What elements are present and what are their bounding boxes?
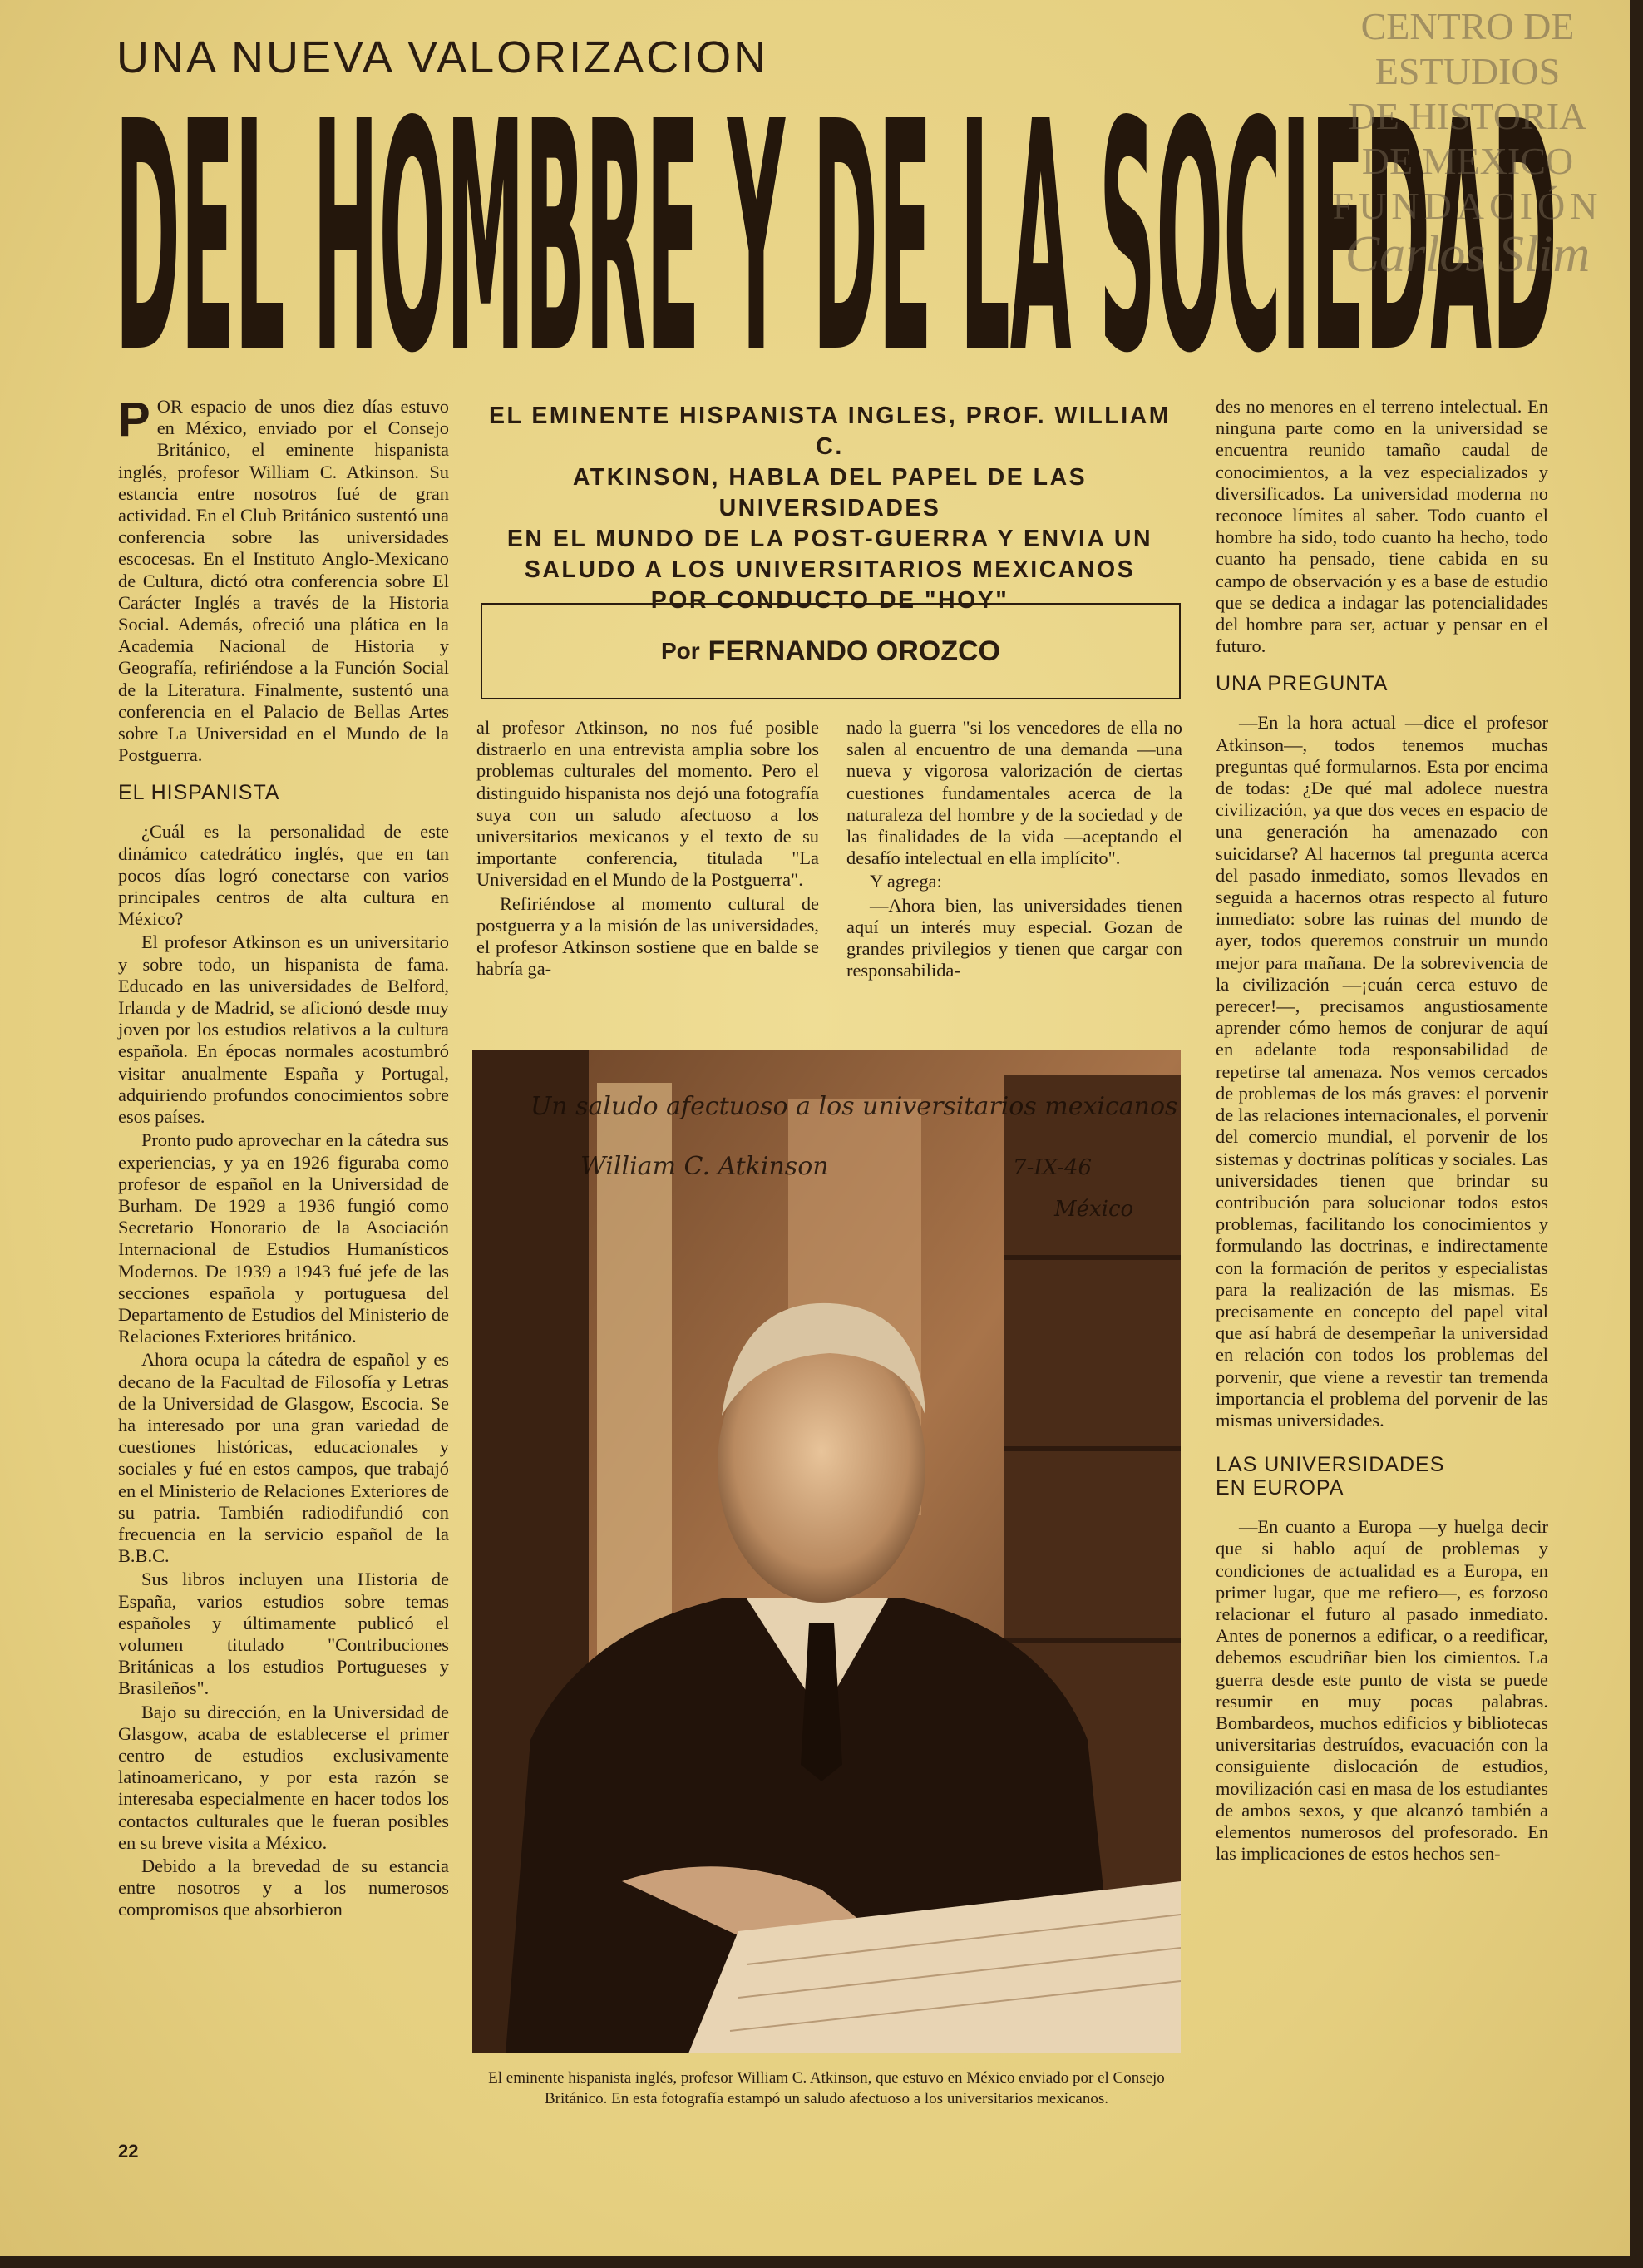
- paragraph: Debido a la brevedad de su estancia entre nosotros y a los numerosos compromisos que absorbieron: [118, 1855, 449, 1920]
- watermark-signature: Carlos Slim: [1344, 226, 1591, 283]
- paragraph: Sus libros incluyen una Historia de España, varios estudios sobre temas españoles y últimamente publicó el volumen titulado "Contribuciones Británicas a los estudios Portugueses y Brasileños".: [118, 1569, 449, 1699]
- deck-line: EL EMINENTE HISPANISTA INGLES, PROF. WILLIAM C.: [489, 403, 1171, 460]
- paragraph: al profesor Atkinson, no nos fué posible distraerlo en una entrevista amplia sobre los problemas culturales del momento. Pero el distinguido hispanista nos dejó una fotografía suya con un saludo afectuoso a los universitarios mexicanos y el texto de su importante conferencia, titulada "La Universidad en el Mundo de la Postguerra".: [476, 717, 819, 891]
- paragraph: Bajo su dirección, en la Universidad de Glasgow, acaba de establecerse el primer centro de estudios exclusivamente latinoamericano, y por esta razón se interesaba especialmente en hacer todos los contactos culturales que le fueran posibles en su breve visita a México.: [118, 1701, 449, 1853]
- inscription-date: 7-IX-46: [1013, 1155, 1093, 1180]
- drop-cap: P: [118, 393, 150, 447]
- column-3: [846, 717, 1182, 983]
- byline-box: [481, 603, 1181, 699]
- paragraph: —Ahora bien, las universidades tienen aquí un interés muy especial. Gozan de grandes privilegios y tienen que cargar con responsabilida-: [846, 894, 1182, 981]
- watermark-line: DE HISTORIA: [1348, 95, 1587, 137]
- section-heading-hispanista: EL HISPANISTA: [118, 781, 280, 805]
- deck-line: SALUDO A LOS UNIVERSITARIOS MEXICANOS: [524, 556, 1136, 583]
- watermark-line: DE MEXICO: [1361, 140, 1574, 182]
- page-number: 22: [118, 2141, 139, 2162]
- column-4: [1216, 396, 1548, 1866]
- paragraph: nado la guerra "si los vencedores de ella no salen al encuentro de una demanda —una nueva y vigorosa valorización de ciertas cuestiones fundamentales acerca de la naturaleza del hombre y de la sociedad y de las finalidades de la vida —aceptando el desafío intelectual en ella implícito".: [846, 717, 1182, 869]
- portrait-photo: [472, 1050, 1181, 2053]
- byline-prefix: Por: [660, 638, 700, 664]
- inscription-place: México: [1054, 1197, 1134, 1222]
- heading-line: EN EUROPA: [1216, 1476, 1344, 1500]
- archive-watermark: [1326, 4, 1609, 412]
- headline-text: DEL HOMBRE Y DE LA SOCIEDAD: [115, 83, 1558, 370]
- paragraph: —En la hora actual —dice el profesor Atkinson—, todos tenemos muchas preguntas qué formularnos. Esta por encima de todas: ¿De qué mal adolece nuestra civilización, ya que dos veces en espacio de una generación ha amenazado con suicidarse? Al hacernos tal pregunta acerca del pasado inmediato, somos llevados en seguida a hacernos otras respecto al futuro inmediato: sobre las ruinas del mundo de ayer, todos queremos construir un mundo mejor para mañana. De la sobrevivencia de la civilización —¡cuán cerca estuvo de perecer!—, precisamos angustiosamente aprender cómo hemos de conjurar de aquí en adelante toda responsabilidad de repetirse tal amenaza. Nos vemos cercados de problemas de los más graves: el porvenir de las relaciones internacionales, el porvenir del comercio mundial, el porvenir de los sistemas y doctrinas políticas y sociales. Las universidades tienen que brindar su contribución para solucionar todos estos problemas, facilitando los conocimientos y formulando las doctrinas, e indirectamente con la formación de peritos y especialistas para la realización de las mismas. Es precisamente en concepto del papel vital que así habrá de desempeñar la universidad en relación con todos los problemas del porvenir, que viene a revestir tan tremenda importancia el problema del porvenir de las mismas universidades.: [1216, 712, 1548, 1430]
- column-1: [118, 393, 449, 1923]
- deck-line: EN EL MUNDO DE LA POST-GUERRA Y ENVIA UN: [506, 526, 1153, 552]
- deck-line: POR CONDUCTO DE "HOY": [650, 587, 1009, 614]
- inscription-signature: William C. Atkinson: [580, 1152, 829, 1181]
- intro-text: OR espacio de unos diez días estuvo en México, enviado por el Consejo Británico, el eminente hispanista inglés, profesor William C. Atkinson. Su estancia entre nosotros fué de gran actividad. En el Club Británico sustentó una conferencia sobre las universidades escocesas. En el Instituto Anglo-Mexicano de Cultura, dictó otra conferencia sobre El Carácter Inglés a través de la Historia Social. Además, ofreció una plática en la Academia Nacional de Historia y Geografía, refiriéndose a la Función Social de la Literatura. Finalmente, sustentó una conferencia en el Palacio de Bellas Artes sobre La Universidad en el Mundo de la Postguerra.: [118, 396, 449, 766]
- headline-kicker: UNA NUEVA VALORIZACION: [116, 32, 769, 82]
- paragraph: ¿Cuál es la personalidad de este dinámico catedrático inglés, que en tan pocos días logró conectarse con varios principales centros de alta cultura en México?: [118, 821, 449, 930]
- paragraph: Y agrega:: [870, 871, 942, 892]
- portrait-svg: [472, 1050, 1181, 2053]
- watermark-line: ESTUDIOS: [1374, 50, 1561, 92]
- intro-paragraph: [118, 393, 449, 766]
- column-2: [476, 717, 819, 981]
- paragraph: Ahora ocupa la cátedra de español y es decano de la Facultad de Filosofía y Letras de la Universidad de Glasgow, Escocia. Se ha interesado por una gran variedad de cuestiones históricas, educacionales y sociales y fué en estos campos, que trabajó en el Ministerio de Relaciones Exteriores de su patria. También radiodifundió con frecuencia en la servicio español de la B.B.C.: [118, 1349, 449, 1567]
- paragraph: El profesor Atkinson es un universitario y sobre todo, un hispanista de fama. Educado en las universidades de Belford, Irlanda y de Madrid, se aficionó desde muy joven por los estudios relativos a la cultura española. En épocas normales acostumbró visitar anualmente España y Portugal, adquiriendo profundos conocimientos sobre esos países.: [118, 931, 449, 1128]
- paragraph: des no menores en el terreno intelectual. En ninguna parte como en la universidad se encuentra reunido tamaño caudal de conocimientos, a la vez especializados y diversificados. La universidad moderna no reconoce límites al saber. Todo cuanto el hombre ha sido, todo cuanto ha hecho, todo cuanto ha pensado, tiene cabida en su campo de observación y es a base de estudio que se dedica a indagar las potencialidades del hombre para ser, actuar y pensar en el futuro.: [1216, 396, 1548, 657]
- section-heading-universidades: [1216, 1453, 1548, 1500]
- heading-line: LAS UNIVERSIDADES: [1216, 1453, 1445, 1477]
- inscription-text: Un saludo afectuoso a los universitarios mexicanos: [530, 1092, 1178, 1121]
- paragraph: Refiriéndose al momento cultural de postguerra y a la misión de las universidades, el profesor Atkinson sostiene que en balde se habría ga-: [476, 892, 819, 980]
- byline-author: FERNANDO OROZCO: [708, 635, 1000, 667]
- article-deck: [472, 401, 1187, 616]
- paragraph: Pronto pudo aprovechar en la cátedra sus experiencias, y ya en 1926 figuraba como profesor de español en la Universidad de Burham. De 1929 a 1936 fungió como Secretario Honorario de la Asociación Internacional de Estudios Humanísticos Modernos. De 1939 a 1943 fué jefe de las secciones española y portuguesa del Departamento de Estudios del Ministerio de Relaciones Exteriores británico.: [118, 1129, 449, 1347]
- photo-caption: El eminente hispanista inglés, profesor William C. Atkinson, que estuvo en México enviado por el Consejo Británico. En esta fotografía estampó un saludo afectuoso a los universitarios mexicanos.: [488, 2069, 1165, 2107]
- watermark-line: CENTRO DE: [1360, 5, 1575, 47]
- paragraph: —En cuanto a Europa —y huelga decir que si hablo aquí de problemas y condiciones de actualidad es a Europa, en primer lugar, que me refiero—, es forzoso relacionar el futuro al pasado inmediato. Antes de ponernos a edificar, o a reedificar, debemos escudriñar bien los cimientos. La guerra desde este punto de vista se puede resumir en muy pocas palabras. Bombardeos, muchos edificios y bibliotecas universitarias destruídos, evacuación con la consiguiente dislocación de estudios, movilización casi en masa de los estudiantes de ambos sexos, y que alcanzó también a elementos numerosos del profesorado. En las implicaciones de estos hechos sen-: [1216, 1516, 1548, 1865]
- deck-line: ATKINSON, HABLA DEL PAPEL DE LAS UNIVERSIDADES: [572, 464, 1088, 521]
- watermark-line: FUNDACIÓN: [1332, 185, 1603, 227]
- section-heading-pregunta: UNA PREGUNTA: [1216, 672, 1389, 696]
